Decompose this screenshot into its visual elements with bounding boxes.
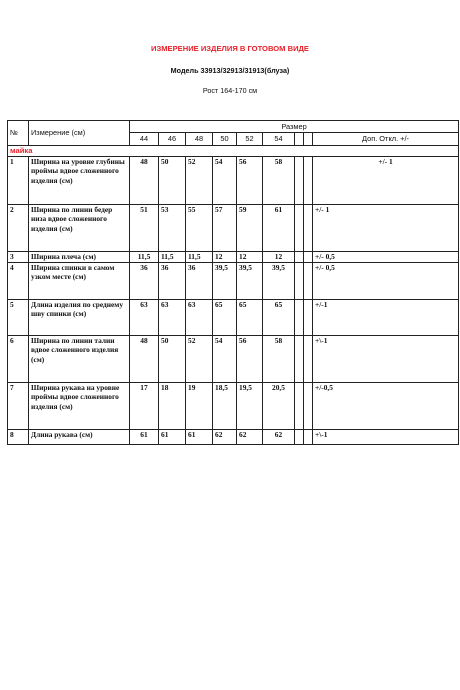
row-value: 18,5 [213,382,237,429]
empty-cell [295,429,304,444]
row-value: 50 [159,335,186,382]
table-row [8,335,459,382]
row-value: 39,5 [237,262,263,299]
empty-cell [304,133,313,146]
row-value: 63 [186,299,213,335]
row-value: 56 [237,335,263,382]
row-number: 3 [8,251,29,262]
row-value: 62 [213,429,237,444]
row-label: Ширина по линии талии вдвое сложенного изделия (см) [29,335,130,382]
row-value: 11,5 [159,251,186,262]
empty-cell [295,133,304,146]
row-value: 18 [159,382,186,429]
row-value: 11,5 [130,251,159,262]
row-label: Длина изделия по среднему шву спинки (см) [29,299,130,335]
row-value: 39,5 [213,262,237,299]
empty-cell [304,335,313,382]
row-label: Ширина рукава на уровне проймы вдвое сложенного изделия (см) [29,382,130,429]
row-label: Ширина спинки в самом узком месте (см) [29,262,130,299]
row-number: 1 [8,156,29,204]
row-tolerance: +/- 1 [313,156,459,204]
table-row [8,156,459,204]
empty-cell [304,262,313,299]
row-value: 62 [237,429,263,444]
row-value: 52 [186,335,213,382]
row-tolerance: +/- 1 [313,204,459,251]
row-label: Ширина плеча (см) [29,251,130,262]
row-value: 48 [130,335,159,382]
row-value: 62 [263,429,295,444]
col-num-header: № [8,121,29,146]
row-value: 61 [263,204,295,251]
row-tolerance: +/- 0,5 [313,262,459,299]
row-number: 6 [8,335,29,382]
row-value: 56 [237,156,263,204]
row-value: 17 [130,382,159,429]
row-value: 54 [213,335,237,382]
section-label: майка [8,146,459,157]
measurement-table [7,120,459,445]
document-title: ИЗМЕРЕНИЕ ИЗДЕЛИЯ В ГОТОВОМ ВИДЕ [150,44,309,53]
row-value: 58 [263,156,295,204]
row-label: Ширина на уровне глубины проймы вдвое сложенного изделия (см) [29,156,130,204]
size-header: 48 [186,133,213,146]
row-number: 5 [8,299,29,335]
row-tolerance: +/-0,5 [313,382,459,429]
table-row [8,299,459,335]
header-row [8,121,459,133]
row-value: 12 [237,251,263,262]
table-body [8,121,459,445]
row-tolerance: +\-1 [313,429,459,444]
row-value: 36 [130,262,159,299]
empty-cell [295,251,304,262]
row-value: 12 [263,251,295,262]
col-size-header: Размер [130,121,459,133]
row-number: 8 [8,429,29,444]
empty-cell [304,204,313,251]
row-value: 39,5 [263,262,295,299]
empty-cell [295,335,304,382]
row-tolerance: +/-1 [313,299,459,335]
empty-cell [295,382,304,429]
row-value: 51 [130,204,159,251]
empty-cell [295,262,304,299]
empty-cell [304,429,313,444]
row-value: 57 [213,204,237,251]
empty-cell [304,382,313,429]
table-row [8,382,459,429]
size-header: 52 [237,133,263,146]
size-header: 44 [130,133,159,146]
size-header: 50 [213,133,237,146]
row-value: 61 [159,429,186,444]
empty-cell [295,204,304,251]
row-value: 58 [263,335,295,382]
row-value: 65 [237,299,263,335]
row-value: 52 [186,156,213,204]
table-row [8,204,459,251]
row-label: Длина рукава (см) [29,429,130,444]
row-number: 7 [8,382,29,429]
table-row [8,262,459,299]
row-value: 55 [186,204,213,251]
empty-cell [295,299,304,335]
row-value: 65 [263,299,295,335]
empty-cell [304,156,313,204]
size-header: 46 [159,133,186,146]
empty-cell [304,251,313,262]
size-header: 54 [263,133,295,146]
row-value: 63 [130,299,159,335]
col-tolerance-header: Доп. Откл. +/- [313,133,459,146]
row-value: 50 [159,156,186,204]
row-value: 20,5 [263,382,295,429]
section-row [8,146,459,157]
empty-cell [304,299,313,335]
row-value: 12 [213,251,237,262]
row-value: 65 [213,299,237,335]
empty-cell [295,156,304,204]
row-value: 19,5 [237,382,263,429]
row-value: 36 [159,262,186,299]
row-value: 36 [186,262,213,299]
row-tolerance: +\-1 [313,335,459,382]
row-value: 61 [186,429,213,444]
row-value: 53 [159,204,186,251]
row-value: 63 [159,299,186,335]
model-label: Модель 33913/32913/31913(блуза) [170,66,290,75]
row-label: Ширина по линии бедер низа вдвое сложенного изделия (см) [29,204,130,251]
row-number: 2 [8,204,29,251]
row-value: 48 [130,156,159,204]
table-row [8,429,459,444]
col-measure-header: Измерение (см) [29,121,130,146]
row-value: 59 [237,204,263,251]
height-label: Рост 164-170 см [202,86,258,95]
row-value: 54 [213,156,237,204]
row-value: 61 [130,429,159,444]
row-tolerance: +/- 0,5 [313,251,459,262]
row-number: 4 [8,262,29,299]
row-value: 19 [186,382,213,429]
row-value: 11,5 [186,251,213,262]
table-row [8,251,459,262]
